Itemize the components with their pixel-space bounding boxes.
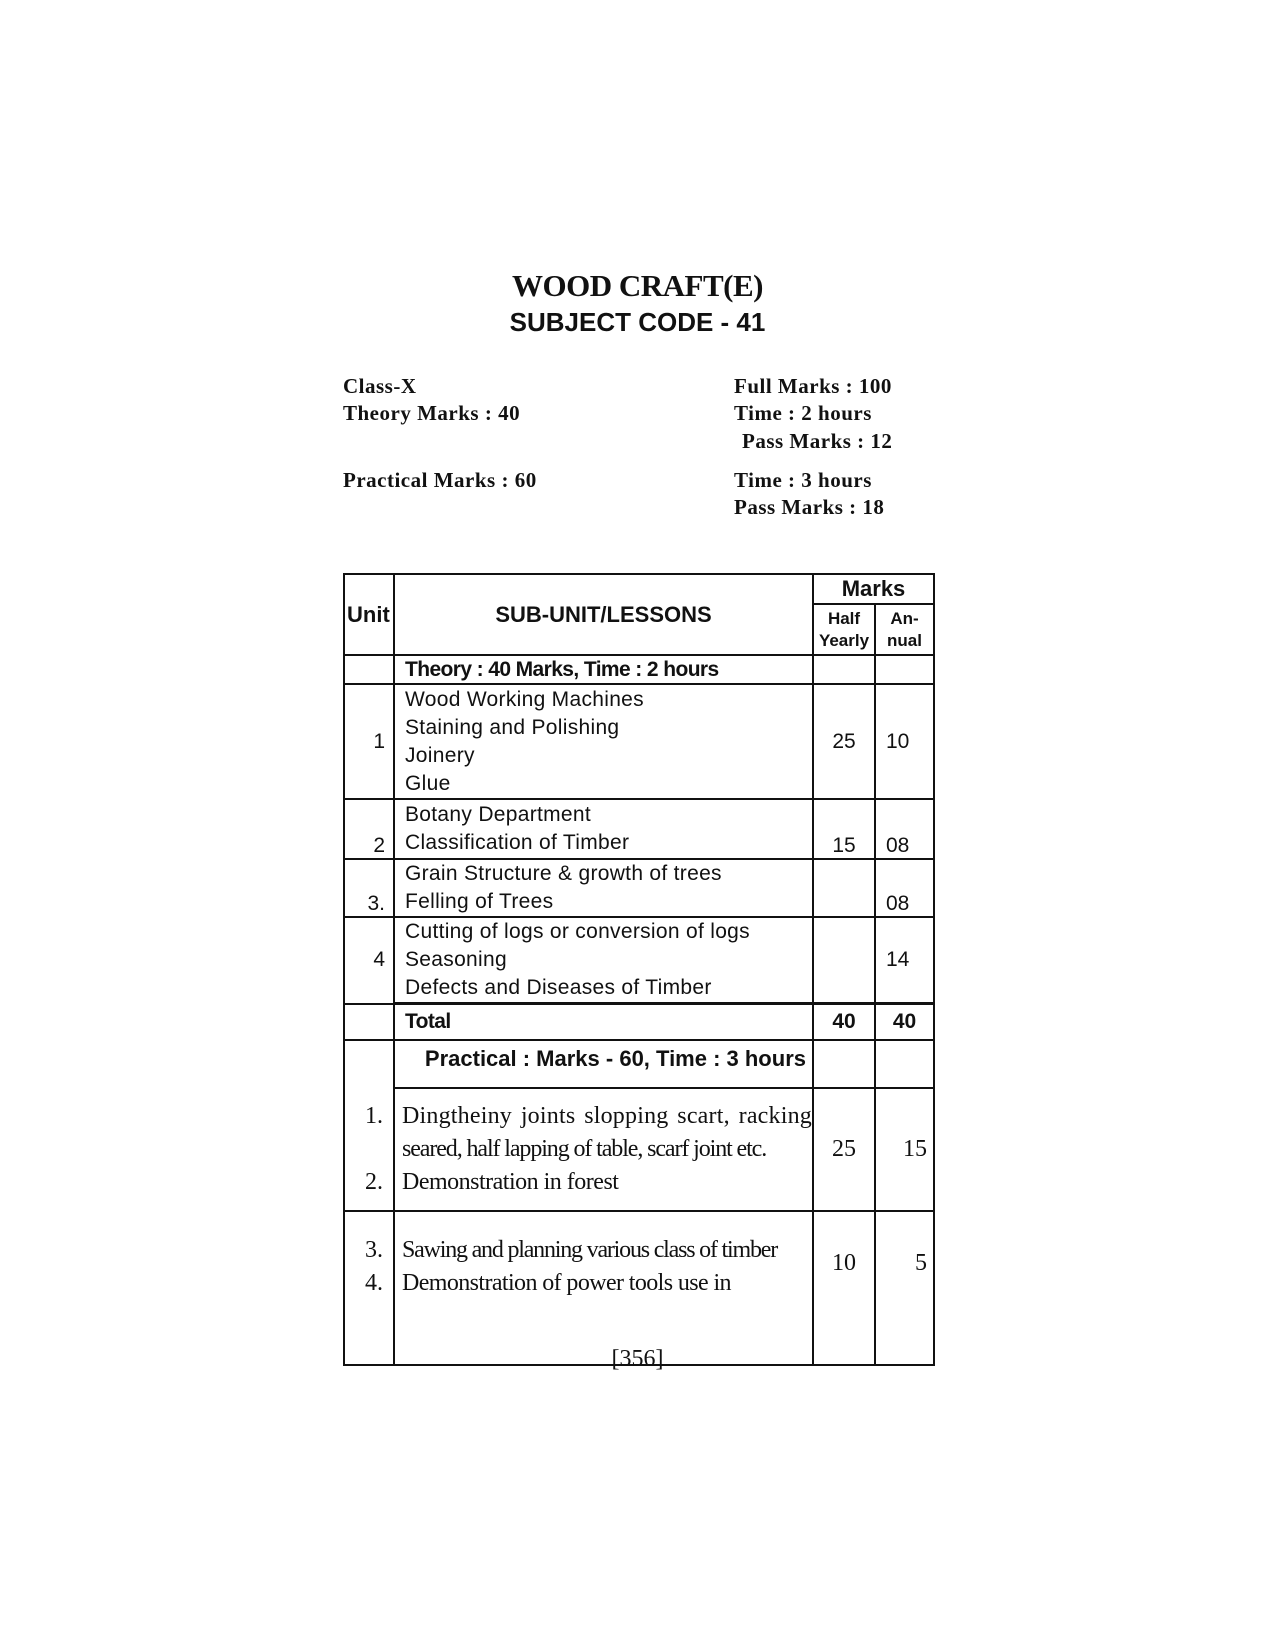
empty-cell bbox=[813, 655, 875, 684]
lesson-list bbox=[394, 1088, 813, 1211]
practical-heading-row bbox=[344, 1040, 934, 1088]
unit-number: 4. bbox=[365, 1269, 383, 1296]
total-label: Total bbox=[394, 1004, 813, 1040]
unit-number: 2. bbox=[365, 1168, 383, 1195]
half-yearly-header-line2: Yearly bbox=[818, 630, 870, 650]
half-yearly-header-line1: Half bbox=[827, 608, 861, 628]
empty-cell bbox=[344, 1004, 394, 1040]
lesson-item: Sawing and planning various class of timber bbox=[402, 1236, 777, 1263]
theory-heading: Theory : 40 Marks, Time : 2 hours bbox=[394, 655, 813, 684]
lesson-item: Wood Working Machines bbox=[405, 687, 644, 711]
sub-unit-column-header: SUB-UNIT/LESSONS bbox=[394, 574, 813, 655]
annual-marks: 5 bbox=[875, 1211, 934, 1365]
half-yearly-header bbox=[813, 604, 875, 655]
lesson-item: Grain Structure & growth of trees bbox=[405, 862, 722, 885]
half-yearly-marks: 15 bbox=[813, 799, 875, 859]
table-row bbox=[344, 859, 934, 917]
theory-heading-row bbox=[344, 655, 934, 684]
lesson-item: Staining and Polishing bbox=[405, 715, 620, 739]
lesson-item: Classification of Timber bbox=[405, 831, 630, 854]
annual-marks: 08 bbox=[875, 859, 934, 917]
unit-number: 4 bbox=[344, 917, 394, 1004]
annual-header-line2: nual bbox=[887, 630, 922, 650]
lesson-item: Joinery bbox=[405, 743, 475, 767]
empty-cell bbox=[344, 1040, 394, 1088]
lesson-item: Seasoning bbox=[405, 948, 507, 971]
theory-pass-marks: Pass Marks : 12 bbox=[742, 429, 893, 453]
unit-number-list bbox=[344, 1211, 394, 1365]
lesson-list bbox=[394, 917, 813, 1004]
practical-pass-marks: Pass Marks : 18 bbox=[734, 495, 885, 519]
lesson-item: Botany Department bbox=[405, 803, 592, 826]
lesson-item: Demonstration of power tools use in bbox=[402, 1269, 731, 1296]
unit-number: 3. bbox=[365, 1236, 383, 1263]
lesson-item: Dingtheiny joints slopping scart, racking bbox=[402, 1102, 812, 1129]
annual-marks: 14 bbox=[875, 917, 934, 1004]
total-annual: 40 bbox=[875, 1004, 934, 1040]
marks-table bbox=[343, 573, 935, 1366]
lesson-list bbox=[394, 1211, 813, 1365]
table-row bbox=[344, 684, 934, 799]
annual-marks: 10 bbox=[875, 684, 934, 799]
empty-cell bbox=[875, 1040, 934, 1088]
theory-time: Time : 2 hours bbox=[734, 401, 872, 425]
lesson-item: Cutting of logs or conversion of logs bbox=[405, 920, 750, 943]
lesson-item: Demonstration in forest bbox=[402, 1168, 619, 1195]
marks-column-header: Marks bbox=[813, 574, 934, 604]
subject-code: SUBJECT CODE - 41 bbox=[509, 307, 766, 337]
unit-number bbox=[345, 1133, 383, 1166]
table-row bbox=[344, 799, 934, 859]
empty-cell bbox=[875, 655, 934, 684]
lesson-list bbox=[394, 859, 813, 917]
lesson-item: Felling of Trees bbox=[405, 890, 554, 913]
unit-number: 2 bbox=[344, 799, 394, 859]
half-yearly-marks: 25 bbox=[813, 684, 875, 799]
total-row bbox=[344, 1004, 934, 1040]
lesson-item: Defects and Diseases of Timber bbox=[405, 976, 712, 999]
unit-column-header: Unit bbox=[344, 574, 394, 655]
table-row bbox=[344, 917, 934, 1004]
unit-number: 1 bbox=[344, 684, 394, 799]
practical-marks: Practical Marks : 60 bbox=[343, 468, 537, 492]
total-half-yearly: 40 bbox=[813, 1004, 875, 1040]
table-row bbox=[344, 1211, 934, 1365]
lesson-list bbox=[394, 684, 813, 799]
document-title: WOOD CRAFT(E) bbox=[512, 268, 763, 303]
half-yearly-marks: 10 bbox=[813, 1211, 875, 1365]
lesson-item: seared, half lapping of table, scarf joint etc. bbox=[402, 1135, 767, 1162]
lesson-list bbox=[394, 799, 813, 859]
annual-header-line1: An- bbox=[890, 608, 919, 628]
annual-marks: 15 bbox=[875, 1088, 934, 1211]
half-yearly-marks bbox=[813, 917, 875, 1004]
lesson-item: Glue bbox=[405, 771, 451, 795]
unit-number: 3. bbox=[344, 859, 394, 917]
annual-marks: 08 bbox=[875, 799, 934, 859]
page-number: [356] bbox=[611, 1346, 664, 1372]
unit-number-list bbox=[344, 1088, 394, 1211]
theory-marks: Theory Marks : 40 bbox=[343, 401, 521, 425]
empty-cell bbox=[813, 1040, 875, 1088]
half-yearly-marks bbox=[813, 859, 875, 917]
full-marks: Full Marks : 100 bbox=[734, 374, 892, 398]
half-yearly-marks: 25 bbox=[813, 1088, 875, 1211]
practical-time: Time : 3 hours bbox=[734, 468, 872, 492]
annual-header bbox=[875, 604, 934, 655]
empty-cell bbox=[344, 655, 394, 684]
unit-number: 1. bbox=[365, 1102, 383, 1129]
practical-heading: Practical : Marks - 60, Time : 3 hours bbox=[394, 1040, 813, 1088]
table-row bbox=[344, 1088, 934, 1211]
class-label: Class-X bbox=[343, 374, 417, 398]
table-header-row bbox=[344, 574, 934, 604]
